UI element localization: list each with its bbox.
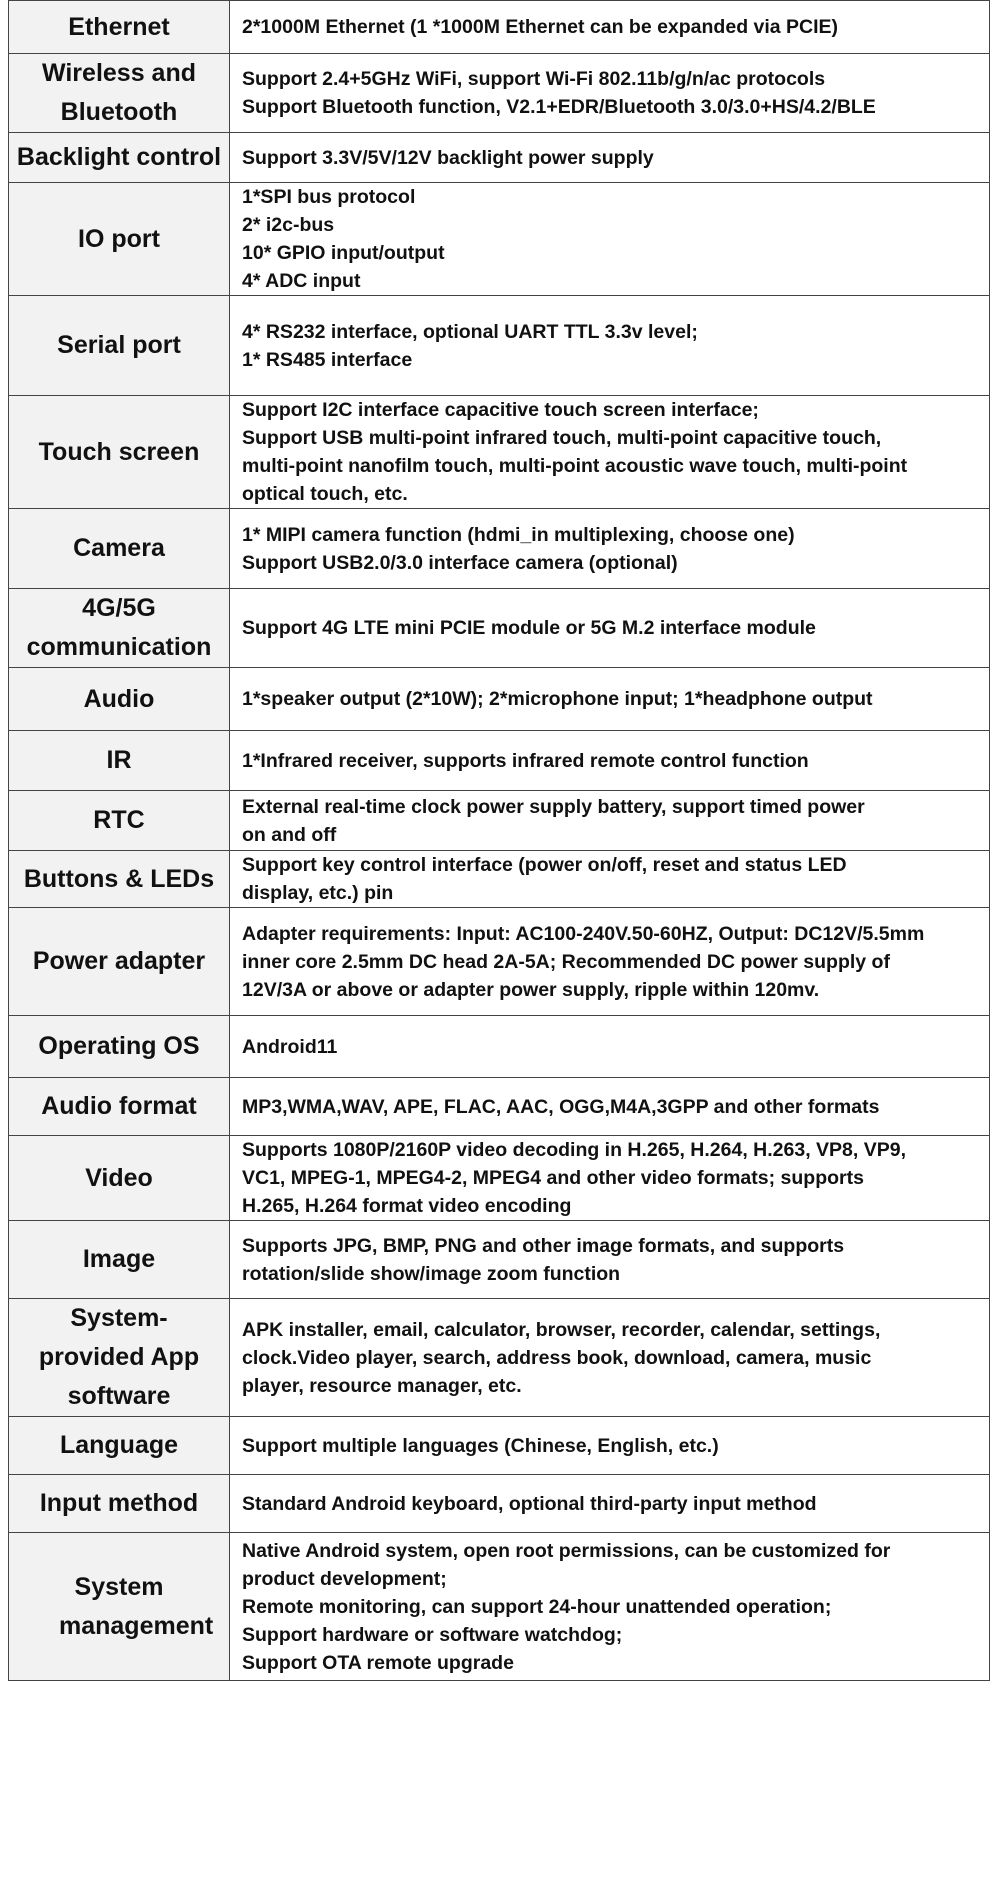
spec-value-line: rotation/slide show/image zoom function (242, 1262, 621, 1285)
spec-value-cell (230, 1221, 990, 1299)
spec-value-cell (230, 1417, 990, 1475)
spec-row (9, 851, 990, 908)
spec-label: 4G/5G communication (26, 594, 212, 661)
spec-value-line: Supports 1080P/2160P video decoding in H.265, H.264, H.263, VP8, VP9, (242, 1139, 907, 1161)
spec-value-cell (230, 296, 990, 396)
spec-table-body (9, 1, 990, 1681)
spec-value-line: Support key control interface (power on/off, reset and status LED (242, 854, 847, 876)
spec-row (9, 589, 990, 668)
spec-label: Operating OS (38, 1032, 200, 1060)
spec-row (9, 133, 990, 183)
spec-label-cell (9, 668, 230, 731)
spec-value-cell (230, 1016, 990, 1078)
spec-value-line: multi-point nanofilm touch, multi-point acoustic wave touch, multi-point (242, 455, 908, 477)
spec-value-cell (230, 133, 990, 183)
spec-value-line: Support 2.4+5GHz WiFi, support Wi-Fi 802.11b/g/n/ac protocols (242, 68, 826, 90)
spec-label-cell (9, 1078, 230, 1136)
spec-label: Touch screen (38, 437, 200, 466)
spec-value-cell (230, 183, 990, 296)
spec-value-line: Support multiple languages (Chinese, English, etc.) (242, 1434, 719, 1457)
spec-value-cell (230, 1475, 990, 1533)
spec-label-cell (9, 1299, 230, 1417)
spec-label-cell (9, 1533, 230, 1681)
spec-label-cell (9, 908, 230, 1016)
spec-value-cell (230, 791, 990, 851)
spec-value-line: product development; (242, 1567, 447, 1590)
spec-label-cell (9, 731, 230, 791)
spec-value-line: Support I2C interface capacitive touch screen interface; (242, 399, 759, 421)
spec-row (9, 54, 990, 133)
spec-label-cell (9, 1475, 230, 1533)
spec-label: Buttons & LEDs (23, 864, 215, 893)
spec-value-line: Support 3.3V/5V/12V backlight power supply (242, 146, 654, 169)
spec-row (9, 1475, 990, 1533)
spec-value-line: External real-time clock power supply battery, support timed power (242, 795, 865, 818)
spec-value-cell (230, 589, 990, 668)
spec-label: Camera (73, 534, 165, 562)
spec-label-cell (9, 509, 230, 589)
spec-value-line: optical touch, etc. (242, 483, 408, 505)
spec-value-line: Standard Android keyboard, optional third-party input method (242, 1492, 817, 1515)
spec-value-cell (230, 1136, 990, 1221)
spec-label-cell (9, 296, 230, 396)
spec-label-cell (9, 133, 230, 183)
spec-value-line: inner core 2.5mm DC head 2A-5A; Recommended DC power supply of (242, 950, 890, 973)
spec-label: Language (59, 1431, 179, 1459)
spec-row (9, 396, 990, 509)
spec-row (9, 183, 990, 296)
spec-label: Audio (83, 684, 155, 713)
spec-value-cell (230, 396, 990, 509)
spec-row (9, 1136, 990, 1221)
spec-label-cell (9, 1417, 230, 1475)
spec-value-line: Adapter requirements: Input: AC100-240V.50-60HZ, Output: DC12V/5.5mm (242, 922, 925, 945)
spec-label-cell (9, 791, 230, 851)
spec-value-line: clock.Video player, search, address book, download, camera, music (242, 1346, 872, 1369)
spec-label: IO port (78, 224, 160, 253)
spec-value-line: Supports JPG, BMP, PNG and other image formats, and supports (242, 1234, 845, 1257)
spec-value-cell (230, 908, 990, 1016)
spec-value-line: 1*speaker output (2*10W); 2*microphone input; 1*headphone output (242, 688, 873, 710)
spec-label: System management (59, 1572, 214, 1640)
spec-label: System-provided App software (38, 1304, 200, 1410)
spec-table (8, 0, 990, 1681)
spec-label: Ethernet (68, 12, 170, 41)
spec-value-line: 1*Infrared receiver, supports infrared remote control function (242, 749, 809, 772)
spec-value-cell (230, 851, 990, 908)
spec-value-line: Android11 (242, 1035, 338, 1058)
spec-value-cell (230, 509, 990, 589)
spec-row (9, 1078, 990, 1136)
spec-row (9, 1299, 990, 1417)
spec-label-cell (9, 1016, 230, 1078)
spec-label: Wireless and Bluetooth (41, 59, 196, 126)
spec-value-line: 4* RS232 interface, optional UART TTL 3.3v level; (242, 320, 698, 343)
spec-label-cell (9, 183, 230, 296)
spec-value-line: Native Android system, open root permissions, can be customized for (242, 1539, 891, 1562)
spec-row (9, 668, 990, 731)
spec-label: RTC (93, 806, 145, 834)
spec-value-line: 1* MIPI camera function (hdmi_in multiplexing, choose one) (242, 523, 795, 546)
spec-label-cell (9, 1136, 230, 1221)
spec-value-line: 10* GPIO input/output (242, 242, 445, 264)
spec-value-cell (230, 731, 990, 791)
spec-value-cell (230, 1, 990, 54)
spec-label-cell (9, 396, 230, 509)
spec-row (9, 1, 990, 54)
spec-value-line: Remote monitoring, can support 24-hour unattended operation; (242, 1595, 832, 1618)
spec-value-cell (230, 1078, 990, 1136)
spec-label-cell (9, 851, 230, 908)
spec-label: Video (85, 1163, 153, 1192)
spec-label: IR (106, 746, 132, 774)
spec-value-cell (230, 1533, 990, 1681)
spec-value-cell (230, 1299, 990, 1417)
spec-row (9, 1221, 990, 1299)
spec-value-line: 1* RS485 interface (242, 348, 413, 371)
spec-value-line: APK installer, email, calculator, browser, recorder, calendar, settings, (242, 1318, 881, 1341)
spec-value-line: display, etc.) pin (242, 882, 394, 904)
spec-row (9, 296, 990, 396)
spec-row (9, 791, 990, 851)
spec-value-cell (230, 54, 990, 133)
spec-label: Serial port (57, 331, 181, 359)
spec-value-line: 2*1000M Ethernet (1 *1000M Ethernet can be expanded via PCIE) (242, 16, 839, 38)
spec-label-cell (9, 1221, 230, 1299)
spec-label: Backlight control (16, 143, 222, 171)
spec-label: Input method (39, 1489, 199, 1517)
spec-value-line: Support OTA remote upgrade (242, 1651, 514, 1674)
spec-label-cell (9, 589, 230, 668)
spec-value-line: Support USB multi-point infrared touch, multi-point capacitive touch, (242, 427, 882, 449)
spec-label: Power adapter (32, 947, 206, 975)
spec-value-line: Support 4G LTE mini PCIE module or 5G M.2 interface module (242, 617, 816, 639)
spec-value-line: 2* i2c-bus (242, 214, 335, 236)
spec-row (9, 731, 990, 791)
spec-value-line: 1*SPI bus protocol (242, 186, 416, 208)
spec-label: Audio format (41, 1092, 197, 1120)
spec-label: Image (82, 1245, 156, 1273)
spec-value-line: 12V/3A or above or adapter power supply, ripple within 120mv. (242, 978, 820, 1001)
spec-label-cell (9, 1, 230, 54)
spec-value-line: Support USB2.0/3.0 interface camera (optional) (242, 551, 678, 574)
spec-row (9, 908, 990, 1016)
spec-value-line: 4* ADC input (242, 270, 361, 292)
spec-row (9, 1533, 990, 1681)
spec-label-cell (9, 54, 230, 133)
spec-value-line: on and off (242, 823, 337, 846)
spec-value-line: player, resource manager, etc. (242, 1374, 522, 1397)
spec-row (9, 1016, 990, 1078)
spec-value-line: H.265, H.264 format video encoding (242, 1195, 572, 1217)
spec-value-line: Support hardware or software watchdog; (242, 1623, 623, 1646)
spec-value-line: Support Bluetooth function, V2.1+EDR/Bluetooth 3.0/3.0+HS/4.2/BLE (242, 96, 876, 118)
spec-value-line: MP3,WMA,WAV, APE, FLAC, AAC, OGG,M4A,3GPP and other formats (242, 1095, 880, 1118)
spec-row (9, 509, 990, 589)
spec-value-line: VC1, MPEG-1, MPEG4-2, MPEG4 and other video formats; supports (242, 1167, 864, 1189)
spec-value-cell (230, 668, 990, 731)
spec-row (9, 1417, 990, 1475)
